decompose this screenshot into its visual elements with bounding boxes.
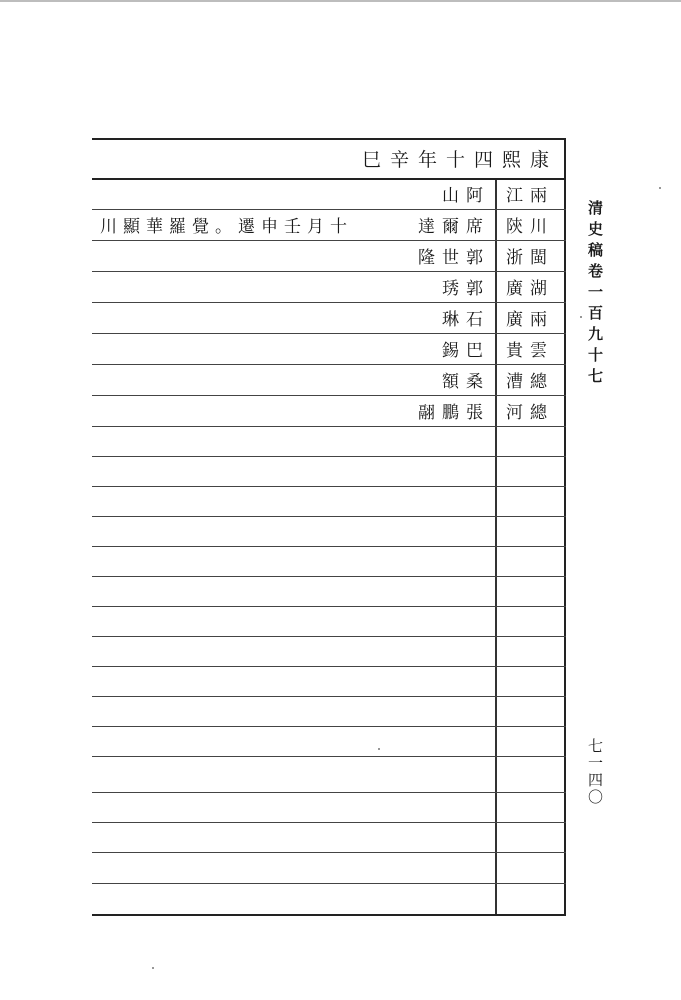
office-cell: 廣兩	[506, 310, 554, 330]
row-divider	[92, 178, 566, 180]
name-cell: 翮鵬張	[418, 403, 490, 423]
name-cell: 達爾席	[418, 217, 490, 237]
row-divider	[92, 576, 566, 577]
name-cell: 錫巴	[442, 341, 490, 361]
office-cell: 浙閩	[506, 248, 554, 268]
row-divider	[92, 456, 566, 457]
row-divider	[92, 546, 566, 547]
table-right-border	[564, 138, 566, 916]
row-divider	[92, 302, 566, 303]
row-divider	[92, 666, 566, 667]
row-divider	[92, 852, 566, 853]
row-divider	[92, 792, 566, 793]
name-cell: 隆世郭	[418, 248, 490, 268]
office-cell: 貴雲	[506, 341, 554, 361]
row-divider	[92, 516, 566, 517]
office-cell: 陝川	[506, 217, 554, 237]
book-title: 清史稿卷一百九十七	[586, 200, 604, 389]
office-cell: 河總	[506, 403, 554, 423]
scan-speck	[659, 187, 661, 189]
row-divider	[92, 756, 566, 757]
row-divider	[92, 606, 566, 607]
row-divider	[92, 726, 566, 727]
row-divider	[92, 240, 566, 241]
name-cell: 琳石	[442, 310, 490, 330]
row-divider	[92, 271, 566, 272]
official-table	[92, 138, 566, 916]
row-divider	[92, 364, 566, 365]
office-cell: 漕總	[506, 372, 554, 392]
row-divider	[92, 636, 566, 637]
year-header: 巳辛年十四熙康	[361, 148, 558, 171]
office-cell: 廣湖	[506, 279, 554, 299]
top-rule	[0, 0, 681, 2]
scan-speck	[378, 748, 380, 750]
name-cell: 額桑	[442, 372, 490, 392]
row-divider	[92, 696, 566, 697]
name-cell: 山阿	[442, 186, 490, 206]
row-divider	[92, 883, 566, 884]
row-divider	[92, 822, 566, 823]
row-divider	[92, 486, 566, 487]
scan-speck	[152, 967, 154, 969]
note-cell: 川顯華羅覺。遷申壬月十	[100, 217, 353, 237]
office-cell: 江兩	[506, 186, 554, 206]
scan-speck	[580, 316, 582, 318]
page-number: 七一四〇	[586, 738, 604, 806]
table-bottom-border	[92, 914, 566, 916]
row-divider	[92, 333, 566, 334]
name-cell: 琇郭	[442, 279, 490, 299]
row-divider	[92, 395, 566, 396]
row-divider	[92, 426, 566, 427]
